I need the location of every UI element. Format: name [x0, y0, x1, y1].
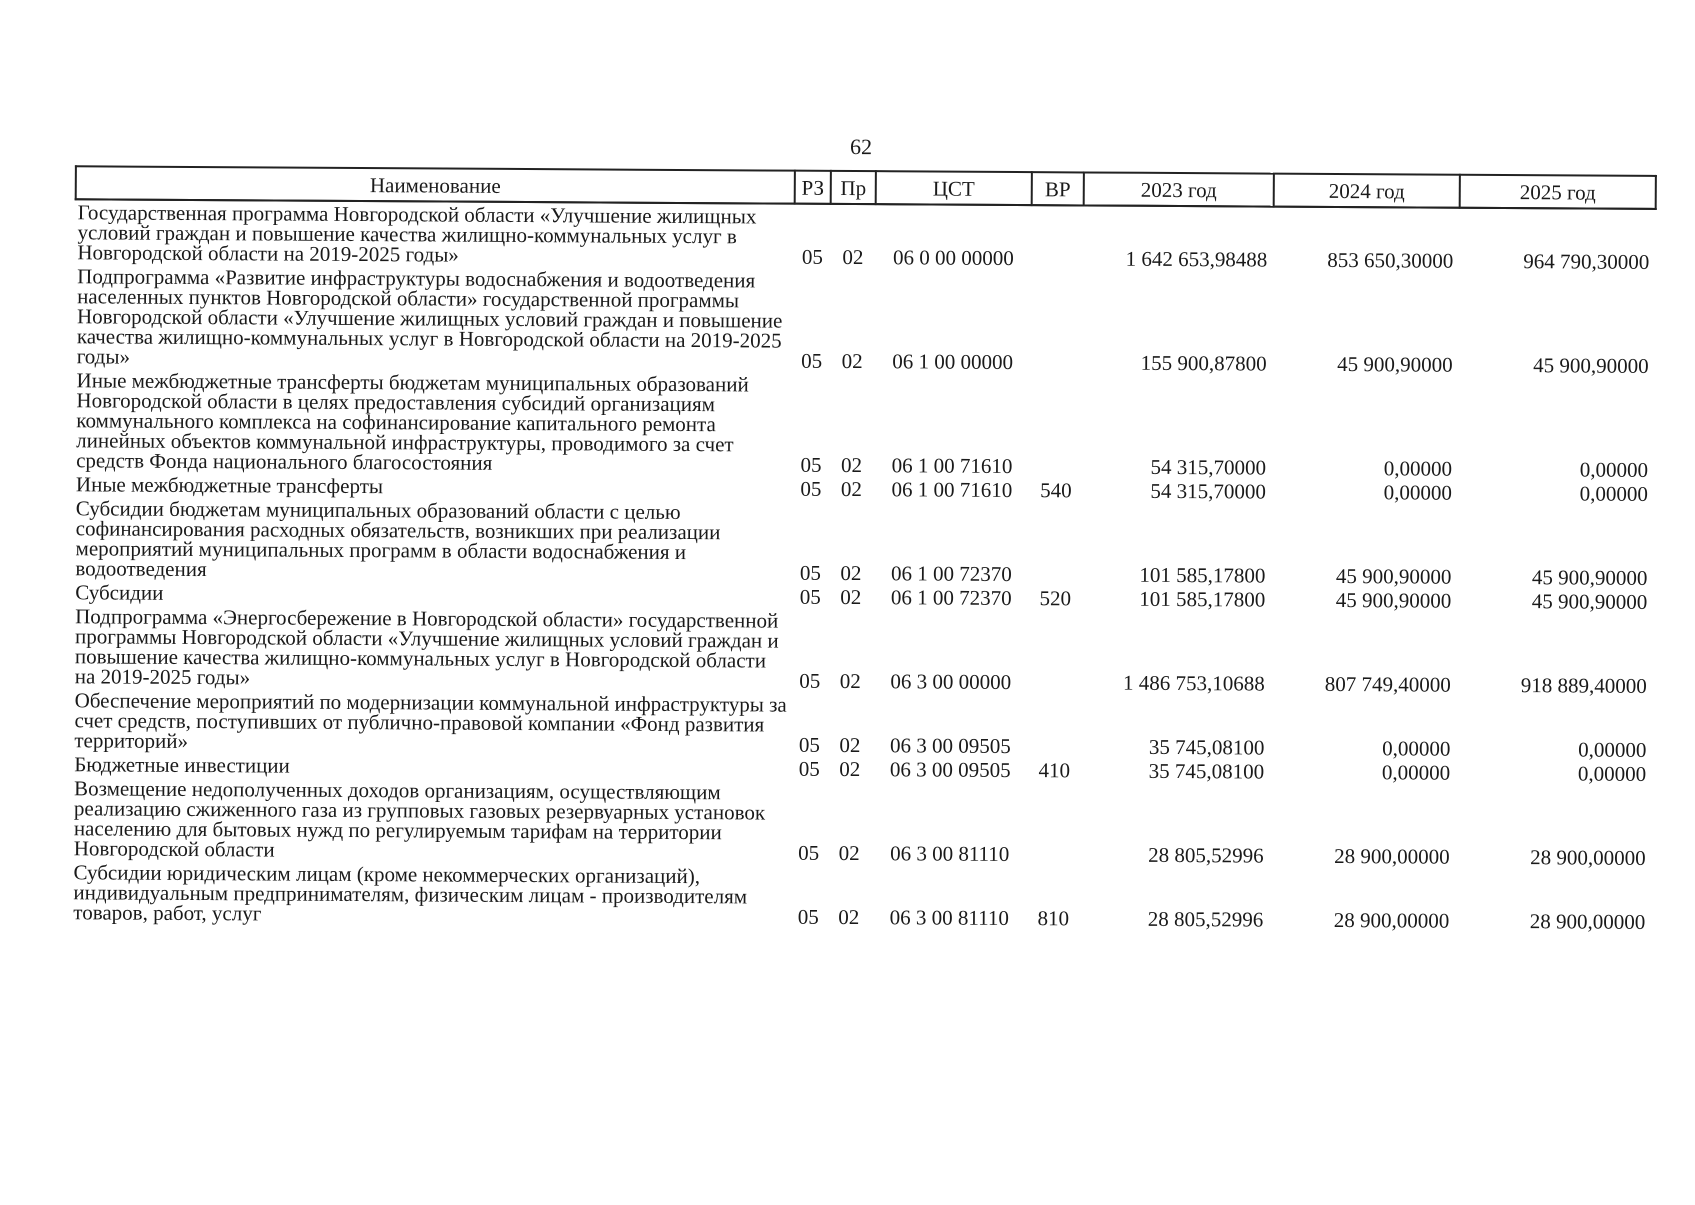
- page-number: 62: [849, 134, 873, 160]
- row-2024: 45 900,90000: [1335, 587, 1452, 613]
- row-2024: 0,00000: [1382, 736, 1451, 761]
- table-row: [74, 368, 1655, 482]
- row-name: Субсидии: [75, 580, 164, 605]
- row-cst: 06 0 00 00000: [892, 245, 1014, 271]
- row-2025: 28 900,00000: [1530, 845, 1646, 870]
- row-2025: 45 900,90000: [1531, 589, 1648, 614]
- row-pr: 02: [839, 756, 861, 782]
- row-vr: [1029, 610, 1082, 694]
- row-2024: 807 749,40000: [1324, 671, 1451, 697]
- row-cst: 06 1 00 71610: [891, 453, 1013, 479]
- row-2023: 54 315,70000: [1150, 478, 1267, 504]
- row-pr: 02: [839, 668, 861, 694]
- row-2025: 0,00000: [1577, 761, 1647, 786]
- row-2024: 45 900,90000: [1335, 563, 1452, 589]
- row-name: Бюджетные инвестиции: [74, 752, 290, 778]
- row-cst: 06 1 00 71610: [891, 477, 1013, 503]
- table-row: [75, 264, 1656, 378]
- row-cst: 06 1 00 72370: [890, 561, 1012, 587]
- row-pr: 02: [840, 560, 862, 586]
- row-2025: 964 790,30000: [1523, 249, 1650, 274]
- row-rz: 05: [797, 904, 819, 929]
- row-rz: 05: [799, 584, 821, 609]
- row-2023: 1 642 653,98488: [1125, 246, 1268, 272]
- row-cst: 06 3 00 09505: [889, 733, 1011, 759]
- table-row: [72, 776, 1652, 870]
- row-2025: 28 900,00000: [1529, 909, 1646, 934]
- header-vr: ВР: [1032, 172, 1084, 205]
- table-body: [71, 199, 1655, 934]
- row-2023: 101 585,17800: [1139, 562, 1266, 588]
- table-row: [73, 496, 1653, 590]
- header-cst: ЦСТ: [876, 171, 1032, 205]
- row-rz: 05: [801, 348, 823, 373]
- header-2025: 2025 год: [1460, 175, 1656, 209]
- row-2025: 0,00000: [1579, 481, 1649, 506]
- row-name: Подпрограмма «Энергосбережение в Новгородской области» государственной программы Новгородской области «Улучшение жилищных условий граждан и повышение качества жилищно-коммунальных услуг в Новгородской области на 2019-2025 годы»: [74, 604, 779, 690]
- row-pr: 02: [842, 244, 864, 270]
- row-2025: 45 900,90000: [1531, 565, 1648, 590]
- header-rz: РЗ: [795, 171, 831, 204]
- row-pr: 02: [840, 476, 863, 502]
- row-2023: 101 585,17800: [1139, 586, 1266, 612]
- row-2025: 45 900,90000: [1533, 353, 1649, 378]
- table-row: [75, 199, 1655, 274]
- row-name: Иные межбюджетные трансферты: [75, 472, 384, 499]
- row-2024: 0,00000: [1383, 480, 1453, 505]
- row-cst: 06 1 00 00000: [892, 349, 1014, 375]
- row-vr: [1028, 694, 1080, 758]
- row-2023: 1 486 753,10688: [1122, 670, 1265, 696]
- header-2023: 2023 год: [1084, 172, 1274, 206]
- row-name: Возмещение недополученных доходов организациям, осуществляющим реализацию сжиженного газа из групповых газовых резервуарных установок населению для бытовых нужд по регулируемым тарифам на территории Новгородской области: [73, 776, 766, 862]
- row-2024: 853 650,30000: [1327, 247, 1454, 273]
- row-2024: 28 900,00000: [1333, 907, 1450, 933]
- row-pr: 02: [841, 348, 863, 374]
- row-name: Субсидии юридическим лицам (кроме некоммерческих организаций), индивидуальным предпринимателям, физическим лицам - производителям товаров, работ, услуг: [73, 860, 748, 926]
- row-2023: 35 745,08100: [1148, 734, 1265, 760]
- table-row: [71, 860, 1651, 934]
- row-rz: 05: [800, 452, 822, 477]
- row-2024: 28 900,00000: [1334, 843, 1450, 869]
- header-pr: Пр: [831, 171, 876, 204]
- row-rz: 05: [799, 560, 822, 585]
- header-2024: 2024 год: [1274, 174, 1460, 208]
- row-cst: 06 1 00 72370: [890, 585, 1012, 611]
- row-name: Субсидии бюджетам муниципальных образований области с целью софинансирования расходных обязательств, возникших при реализации мероприятий муниципальных программ в области водоснабжения и водоотведения: [75, 496, 721, 582]
- row-rz: 05: [799, 668, 821, 693]
- row-2024: 0,00000: [1381, 760, 1451, 785]
- row-vr: 520: [1039, 586, 1072, 611]
- row-vr: 540: [1040, 478, 1072, 503]
- row-cst: 06 3 00 09505: [889, 757, 1011, 783]
- row-2023: 28 805,52996: [1147, 906, 1264, 932]
- row-pr: 02: [840, 584, 862, 610]
- row-2023: 54 315,70000: [1150, 454, 1267, 480]
- row-vr: [1029, 502, 1082, 586]
- table-row: [73, 604, 1653, 698]
- row-name: Подпрограмма «Развитие инфраструктуры водоснабжения и водоотведения населенных пунктов Новгородской области» государственной программы Новгородской области «Улучшение жилищных условий граждан и повышение качества жилищно-коммунальных услуг в Новгородской области на 2019-2025 годы»: [76, 264, 783, 369]
- row-vr: 810: [1037, 906, 1070, 931]
- row-rz: 05: [798, 840, 820, 865]
- row-cst: 06 3 00 00000: [890, 669, 1012, 695]
- row-vr: [1031, 205, 1083, 270]
- row-2023: 35 745,08100: [1148, 758, 1265, 784]
- row-rz: 05: [798, 732, 820, 757]
- row-cst: 06 3 00 81110: [890, 841, 1010, 866]
- row-rz: 05: [800, 476, 822, 501]
- row-vr: [1028, 782, 1081, 866]
- row-2024: 45 900,90000: [1337, 351, 1453, 377]
- row-name: Иные межбюджетные трансферты бюджетам муниципальных образований Новгородской области в целях предоставления субсидий организациям коммунального комплекса на софинансирование капитального ремонта линейных объектов коммунальной инфраструктуры, проводимого за счет средств Фонда национального благосостояния: [76, 368, 749, 475]
- row-name: Государственная программа Новгородской области «Улучшение жилищных условий граждан и повышение качества жилищно-коммунальных услуг в Новгородской области на 2019-2025 годы»: [77, 200, 757, 267]
- budget-table: [70, 165, 1657, 934]
- row-pr: 02: [838, 904, 860, 930]
- row-vr: [1031, 270, 1084, 374]
- row-2023: 155 900,87800: [1140, 350, 1267, 376]
- row-2025: 918 889,40000: [1520, 673, 1647, 698]
- header-name: Наименование: [76, 166, 795, 203]
- row-rz: 05: [801, 244, 823, 269]
- row-2025: 0,00000: [1579, 457, 1649, 482]
- row-pr: 02: [838, 840, 860, 866]
- row-pr: 02: [839, 732, 861, 758]
- row-cst: 06 3 00 81110: [889, 905, 1009, 930]
- row-2023: 28 805,52996: [1148, 842, 1264, 868]
- row-2025: 0,00000: [1578, 737, 1647, 762]
- row-name: Обеспечение мероприятий по модернизации коммунальной инфраструктуры за счет средств, поступивших от публично-правовой компании «Фонд развития территорий»: [74, 688, 787, 753]
- table-row: [72, 688, 1652, 762]
- row-rz: 05: [798, 756, 820, 781]
- row-vr: [1030, 374, 1083, 478]
- row-pr: 02: [841, 452, 863, 478]
- row-2024: 0,00000: [1383, 456, 1453, 481]
- row-vr: 410: [1038, 758, 1071, 783]
